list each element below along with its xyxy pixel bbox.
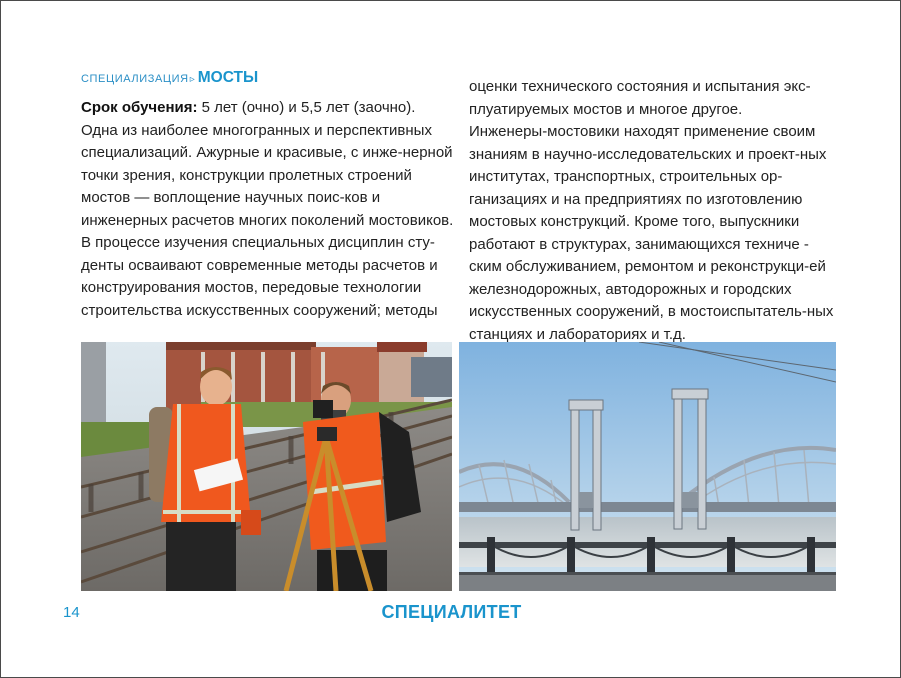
specialization-header (81, 69, 258, 89)
footer-title: СПЕЦИАЛИТЕТ (381, 602, 522, 622)
bridge-photo (459, 342, 836, 591)
specialization-label: СПЕЦИАЛИЗАЦИЯ (81, 73, 189, 85)
study-paragraph: В процессе изучения специальных дисциплин сту-денты осваивают современные методы расчетов и конструирования мостов, передовые технологии строительства искусственных сооружений; методы (81, 234, 438, 319)
right-column (469, 76, 841, 346)
career-paragraph: Инженеры-мостовики находят применение своим знаниям в научно-исследовательских и проект-ных институтах, транспортных, строительных ор-ганизациях и на предприятиях по изготовлению мостовых конструкций. Кроме того, выпускники работают в структурах, занимающихся техниче - ским обслуживанием, ремонтом и реконструкци-ей железнодорожных, автодорожных и городских искусственных сооружений, в мостоиспытатель-ных станциях и лабораториях и т.д. (469, 123, 834, 343)
intro-paragraph: Одна из наиболее многогранных и перспективных специализаций. Ажурные и красивые, с инже-нерной точки зрения, конструкции пролетных строений мостов — воплощение научных поис-ков и инженерных расчетов многих поколений мостовиков. (81, 121, 454, 229)
study-duration-value: 5 лет (очно) и 5,5 лет (заочно). (197, 99, 416, 116)
triangle-arrow-icon: ▹ (189, 74, 195, 85)
study-duration (81, 97, 459, 120)
specialization-title: МОСТЫ (197, 69, 259, 86)
page-number: 14 (63, 604, 80, 621)
study-duration-label: Срок обучения: (81, 99, 198, 116)
continuation-paragraph: оценки технического состояния и испытания экс-плуатируемых мостов и многое другое. (469, 78, 811, 118)
left-column (81, 97, 459, 322)
surveyors-photo (81, 342, 452, 591)
